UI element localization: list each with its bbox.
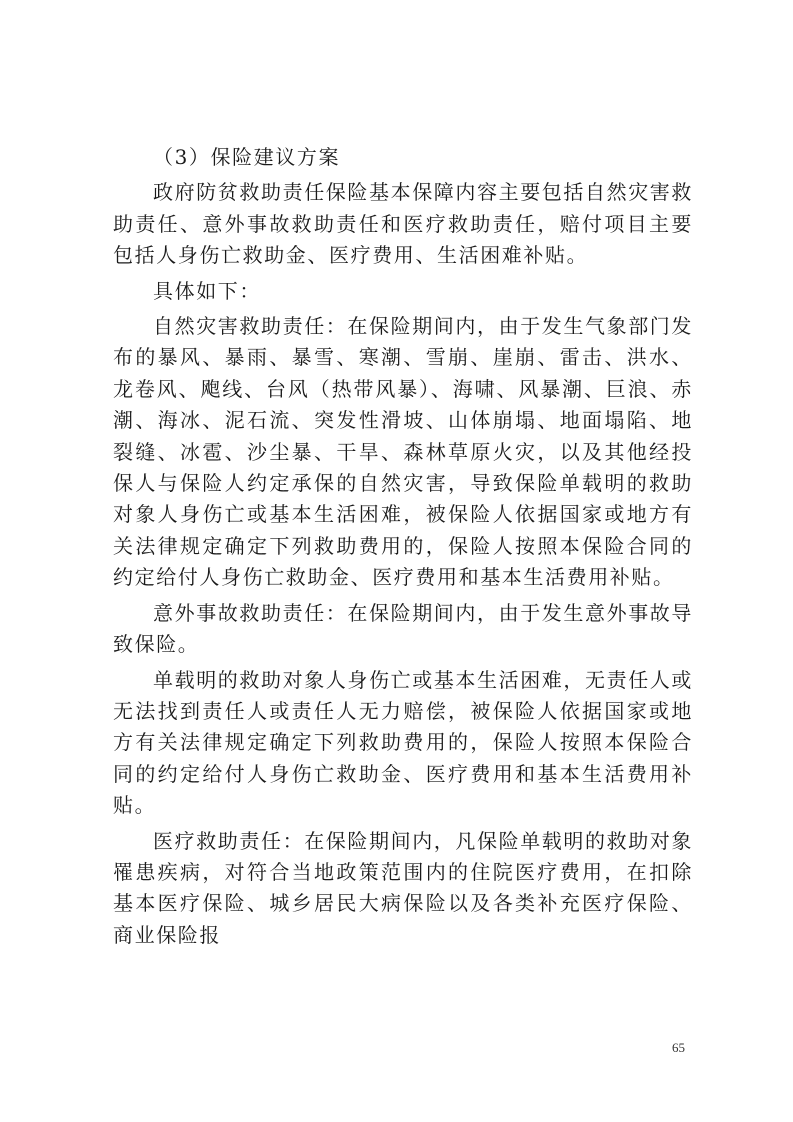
paragraph-natural-disaster: 自然灾害救助责任：在保险期间内，由于发生气象部门发布的暴风、暴雨、暴雪、寒潮、雪崩、崖崩、雷击、洪水、龙卷风、飑线、台风（热带风暴）、海啸、风暴潮、巨浪、赤潮、海冰、泥石流、突发性滑坡、山体崩塌、地面塌陷、地裂缝、冰雹、沙尘暴、干旱、森林草原火灾，以及其他经投保人与保险人约定承保的自然灾害，导致保险单载明的救助对象人身伤亡或基本生活困难，被保险人依据国家或地方有关法律规定确定下列救助费用的，保险人按照本保险合同的约定给付人身伤亡救助金、医疗费用和基本生活费用补贴。 [113,314,693,590]
paragraph-medical: 医疗救助责任：在保险期间内，凡保险单载明的救助对象罹患疾病，对符合当地政策范围内的住院医疗费用，在扣除基本医疗保险、城乡居民大病保险以及各类补充医疗保险、商业保险报 [113,828,693,947]
paragraph-details-intro: 具体如下： [153,278,261,303]
paragraph-accident-continued: 单载明的救助对象人身伤亡或基本生活困难，无责任人或无法找到责任人或责任人无力赔偿，被保险人依据国家或地方有关法律规定确定下列救助费用的，保险人按照本保险合同的约定给付人身伤亡救助金、医疗费用和基本生活费用补贴。 [113,667,693,818]
section-heading: （3）保险建议方案 [153,145,341,169]
body-text [113,142,693,951]
page-number: 65 [672,1040,685,1055]
paragraph-overview: 政府防贫救助责任保险基本保障内容主要包括自然灾害救助责任、意外事故救助责任和医疗救助责任，赔付项目主要包括人身伤亡救助金、医疗费用、生活困难补贴。 [113,180,693,268]
paragraph-accident: 意外事故救助责任：在保险期间内，由于发生意外事故导致保险。 [113,600,693,657]
